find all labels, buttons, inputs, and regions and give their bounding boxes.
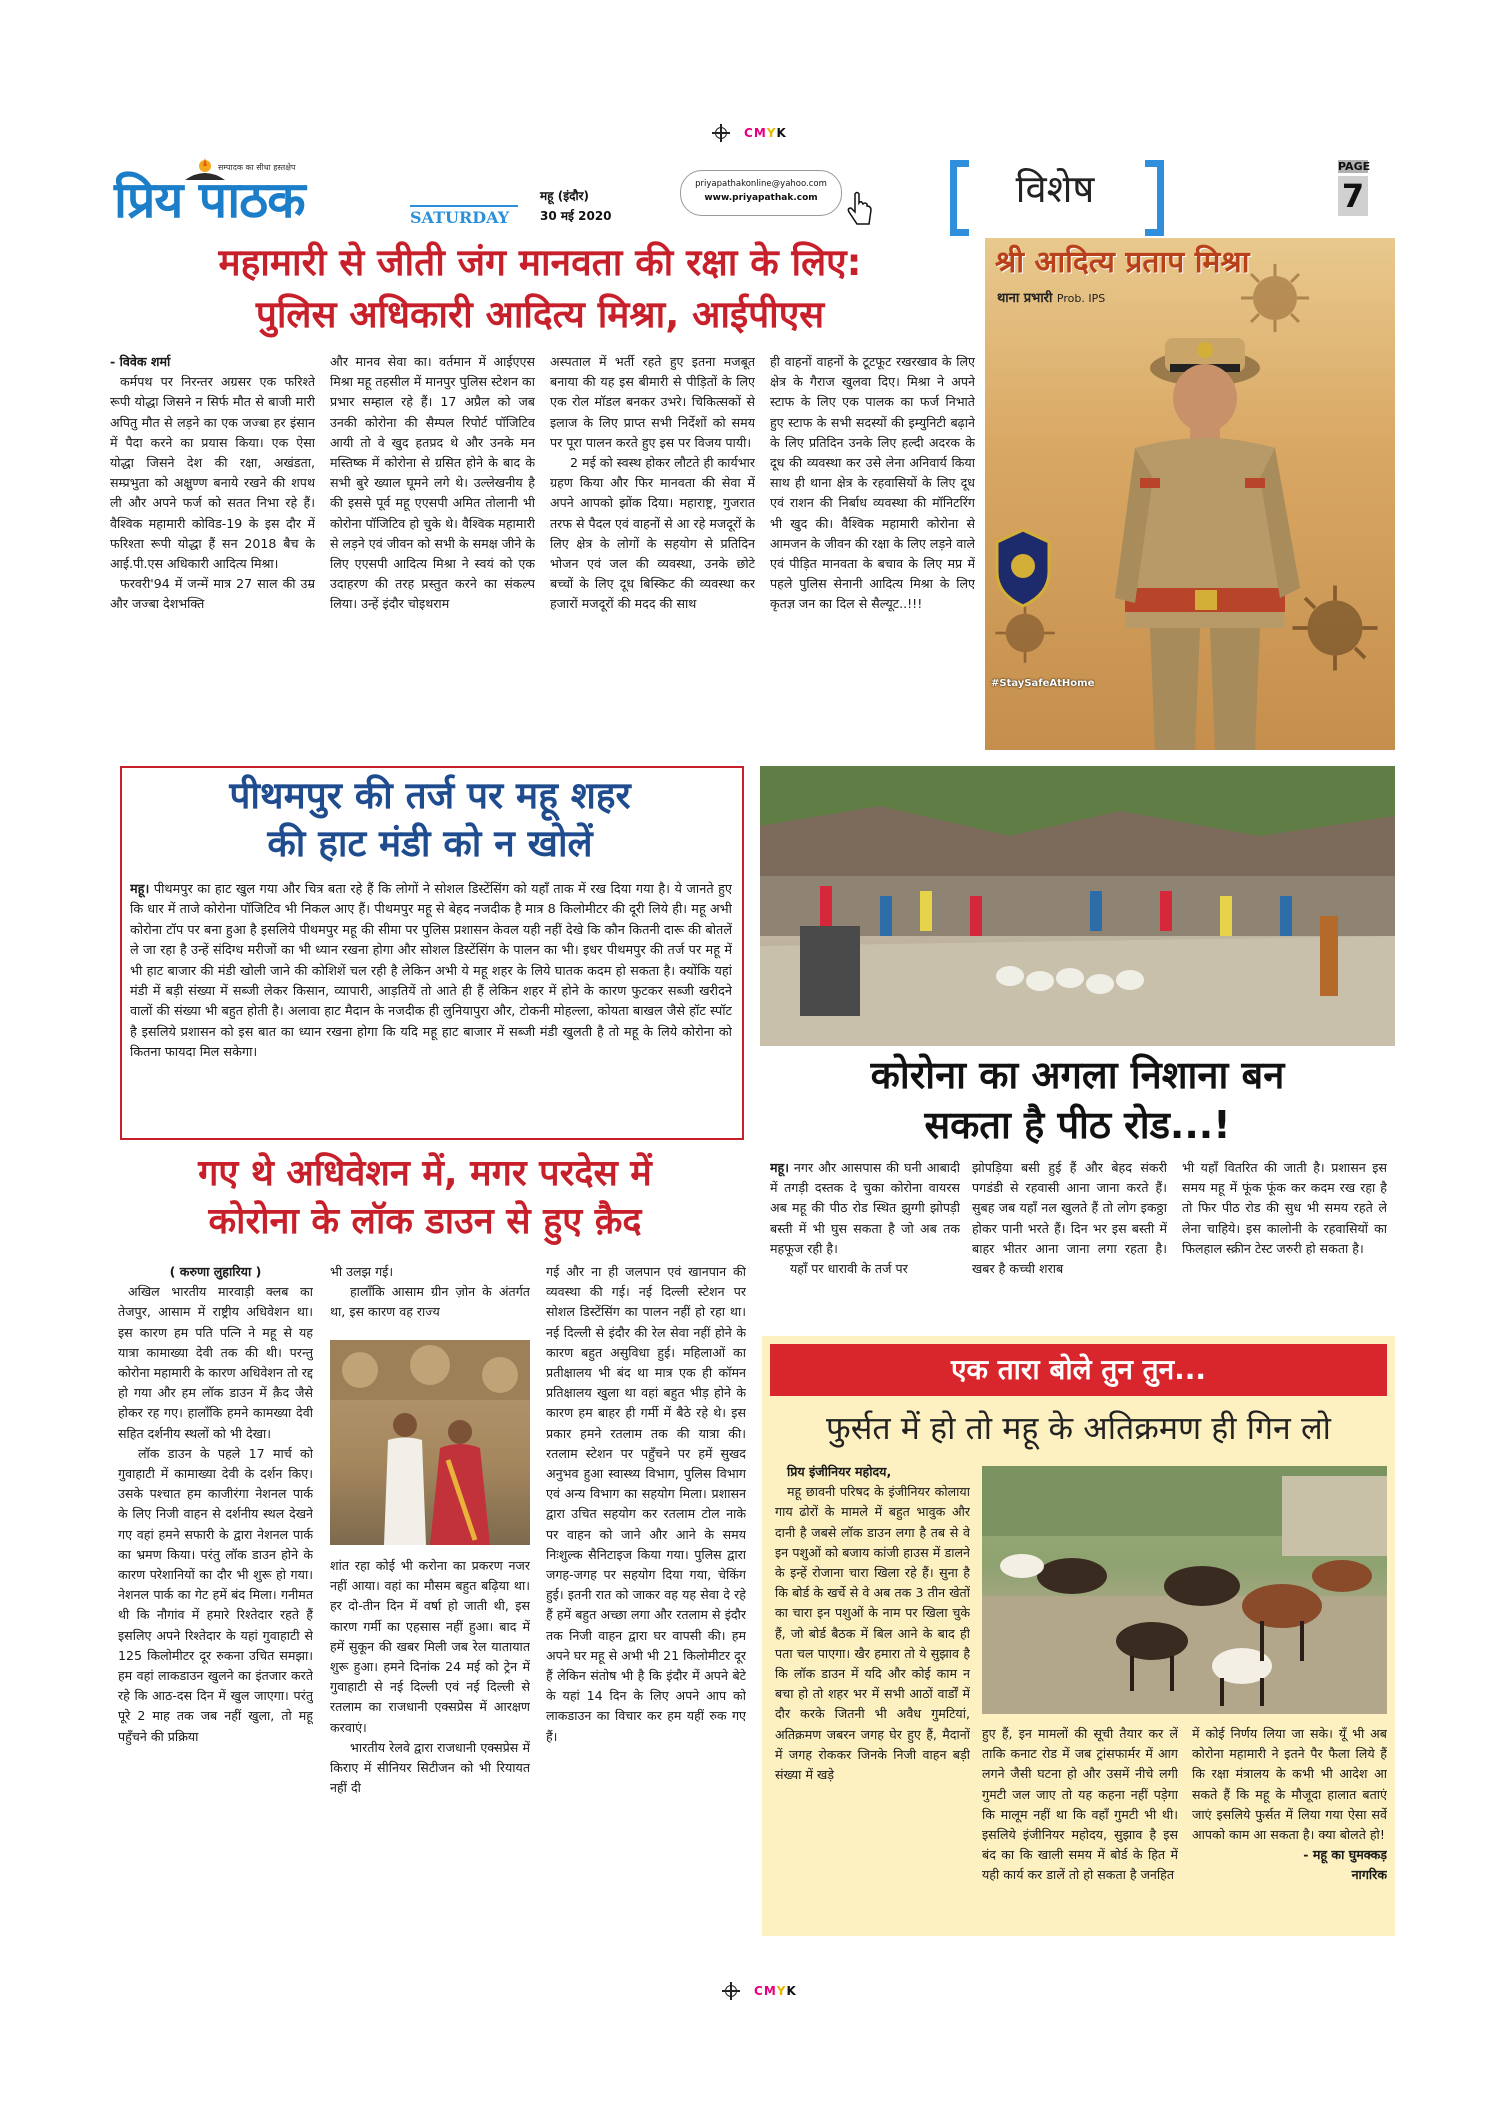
story5-salutation: प्रिय इंजीनियर महोदय,	[787, 1464, 892, 1479]
email-link[interactable]: priyapathakonline@yahoo.com	[695, 179, 827, 189]
story1-col1b-text: फरवरी'94 में जन्में मात्र 27 साल की उम्र और जज्बा देशभक्ति	[110, 576, 315, 612]
story4-column-2	[330, 1556, 530, 1956]
story2-headline-line1: पीथमपुर की तर्ज पर महू शहर	[229, 774, 631, 817]
story5-signature2: नागरिक	[1351, 1867, 1387, 1883]
story2-headline-line2: की हाट मंडी को न खोलें	[267, 822, 593, 865]
story1-headline-line1: महामारी से जीती जंग मानवता की रक्षा के लिए:	[218, 241, 862, 284]
story1-column-4	[770, 352, 975, 752]
story4-headline-line2: कोरोना के लॉक डाउन से हुए क़ैद	[208, 1201, 642, 1242]
story5-column-3	[1192, 1724, 1387, 1929]
story3-col3-text: भी यहाँ वितरित की जाती है। प्रशासन इस समय महू में फूंक फूंक कर कदम रख रहा है तो फिर पीठ रोड की सुध भी समय रहते ले लेना चाहिये। इस कालोनी के रहवासियों का फिलहाल स्क्रीन टेस्ट जरुरी हो सकता है।	[1182, 1160, 1387, 1256]
day-badge: SATURDAY	[410, 205, 518, 229]
story4-col3-text: गई और ना ही जलपान एवं खानपान की व्यवस्था की गई। नई दिल्ली स्टेशन पर सोशल डिस्टेंसिंग का पालन नहीं हो रहा था। नई दिल्ली से इंदौर की रेल सेवा नहीं होने के कारण बहुत असुविधा हुई। महिलाओं का प्रतीक्षालय भी बंद था मात्र एक ही कॉमन प्रतिक्षालय खुला था वहां बहुत भीड़ होने के कारण हम बाहर ही गर्मी में बैठे रहे थे। इस प्रकार हमने रतलाम तक की यात्रा की। रतलाम स्टेशन पर पहुँचने पर हमें सुखद अनुभव हुआ स्वास्थ्य विभाग, पुलिस विभाग एवं अन्य विभाग का सहयोग मिला। प्रशासन द्वारा उचित सहयोग कर रतलाम टोल नाके पर वाहन को जाने और आने के समय निःशुल्क सैनिटाइज किया गया। पुलिस द्वारा जगह-जगह पर सहयोग दिया गया, चेकिंग हुई। इतनी रात को जाकर वह यह सेवा दे रहे हैं हमें बहुत अच्छा लगा और रतलाम से इंदौर तक निजी वाहन द्वारा घर वापसी की। हम अपने घर महू से अभी भी 21 किलोमीटर दूर हैं लेकिन संतोष भी है कि इंदौर में अपने बेटे के यहां 14 दिन के लिए अपने आप को लाकडाउन का विचार कर हम यहीं रुक गए हैं।	[546, 1264, 746, 1744]
story2-text: पीथमपुर का हाट खुल गया और चित्र बता रहे हैं कि लोगों ने सोशल डिस्टेंसिंग को यहाँ ताक में रख दिया गया है। ये जानते हुए कि धार में ताजे कोरोना पॉजिटिव भी निकल आए हैं। पीथमपुर महू से बेहद नजदीक है मात्र 8 किलोमीटर की दूरी लिये ही। महू अभी कोरोना टॉप पर बना हुआ है इसलिये पीथमपुर महू की सीमा पर पुलिस प्रशासन केवल यही नहीं देखे कि कौन कितनी दारू की बोतलें ले जा रहा है उन्हें संदिग्ध मरीजों का भी ध्यान रखना होगा और सोशल डिस्टेंसिंग के पालन का भी। इधर पीथमपुर की तर्ज पर महू में भी हाट बाजार की मंडी खोली जाने की कोशिशें चल रही है लेकिन अभी ये महू शहर के लिये घातक कदम हो सकता है। क्योंकि यहां मंडी में बड़ी संख्या में सब्जी लेकर किसान, व्यापारी, आड़तियें तो आते ही हैं लेकिन शहर में होने के कारण फुटकर सब्जी खरीदने वालों की संख्या भी बहुत होती है। अलावा हाट मैदान के नजदीक ही लुनियापुरा और, टोकनी मोहल्ला, कोयता बाखल जैसे हॉट स्पॉट है इसलिये प्रशासन को इस बात का ध्यान रखना होगा कि यदि महू हाट बाजार में सब्जी मंडी खुलती है तो महू के लिये कोरोना को कितना फायदा मिल सकेगा।	[130, 882, 732, 1061]
story1-column-2	[330, 352, 535, 752]
story5-column-2	[982, 1724, 1178, 1929]
officer-title: थाना प्रभारी	[997, 291, 1053, 306]
story4-headline-line1: गए थे अधिवेशन में, मगर परदेस में	[198, 1153, 652, 1194]
story5-column-1	[775, 1462, 970, 1932]
story1-column-3	[550, 352, 755, 752]
officer-title-small: Prob. IPS	[1056, 292, 1106, 305]
logo-text: प्रिय पाठक	[114, 171, 305, 229]
story1-byline: - विवेक शर्मा	[110, 354, 171, 369]
story5-signature: - महू का घुमक्कड़	[1303, 1847, 1387, 1863]
story3-col1b-text: यहाँ पर धारावी के तर्ज पर	[790, 1261, 908, 1277]
officer-photo	[985, 238, 1395, 750]
story3-column-3	[1182, 1158, 1387, 1323]
story4-col2-text: शांत रहा कोई भी करोना का प्रकरण नजर नहीं आया। वहां का मौसम बहुत बढ़िया था। हर दो-तीन दिन में वर्षा हो जाती थी, इस कारण गर्मी का एहसास नहीं हुआ। बाद में हमें सुकून की खबर मिली जब रेल यातायात शुरू हुआ। हमने दिनांक 24 मई को ट्रेन में गुवाहाटी से नई दिल्ली एवं नई दिल्ली से रतलाम का राजधानी एक्सप्रेस में आरक्षण करवाएं।	[330, 1558, 530, 1735]
cmyk-label: CMYK	[754, 1984, 797, 1998]
story3-headline-line2: सकता है पीठ रोड...!	[924, 1103, 1231, 1147]
stay-safe-tag: #StaySafeAtHome	[991, 678, 1095, 689]
story4-column-3	[546, 1262, 746, 1952]
logo	[110, 160, 360, 230]
officer-name-caption: श्री आदित्य प्रताप मिश्रा	[995, 245, 1250, 280]
story4-column-1	[118, 1262, 313, 1952]
story3-dateline: महू।	[770, 1160, 789, 1175]
story1-col3-text: अस्पताल में भर्ती रहते हुए इतना मजबूत बनाया की यह इस बीमारी से पीड़ितों के लिए एक रोल मॉडल बनकर उभरे। चिकित्सकों से इलाज के लिए प्राप्त सभी निर्देशों को समय पर पूरा पालन करते हुए इस पर विजय पायी।	[550, 354, 755, 450]
section-left-bracket	[950, 160, 969, 236]
story5-banner	[770, 1344, 1387, 1396]
story5-col3-text: में कोई निर्णय लिया जा सके। यूँ भी अब कोरोना महामारी ने इतने पैर फैला लिये हैं कि रक्षा मंत्रालय के कभी भी आदेश आ सकते हैं कि महू के मौजूदा हालात बताएं जाएं इसलिये फुर्सत में लिया गया ऐसा सर्वे आपको काम आ सकता है। क्या बोलते हो!	[1192, 1726, 1387, 1843]
masthead	[110, 160, 1390, 235]
story1-column-1	[110, 352, 315, 752]
page-number: 7	[1338, 176, 1368, 216]
story4-column-2-top	[330, 1262, 530, 1332]
story3-column-1	[770, 1158, 960, 1323]
market-scene	[760, 766, 1395, 1046]
cattle-photo	[982, 1466, 1387, 1714]
cattle-scene	[982, 1466, 1387, 1714]
story4-col2topb-text: हालाँकि आसाम ग्रीन ज़ोन के अंतर्गत था, इस कारण वह राज्य	[330, 1284, 530, 1320]
market-photo	[760, 766, 1395, 1046]
registration-mark-icon	[722, 1982, 740, 2000]
cmyk-label: CMYK	[744, 126, 787, 140]
story3-col1-text: नगर और आसपास की घनी आबादी में तगड़ी दस्तक दे चुका कोरोना वायरस अब महू की पीठ रोड स्थित झुग्गी झोपड़ी बस्ती में भी घुस सकता है जो अब तक महफूज रही है।	[770, 1160, 960, 1256]
story4-col1-text: अखिल भारतीय मारवाड़ी क्लब का तेजपुर, आसाम में राष्ट्रीय अधिवेशन था। इस कारण हम पति पत्नि ने महू से यह यात्रा कामाख्या देवी तक की थी। परन्तु कोरोना महामारी के कारण अधिवेशन तो रद्द हो गया और हम लॉक डाउन में क़ैद जैसे होकर रह गए। हालाँकि हमने कामख्या देवी सहित दर्शनीय स्थलों को भी देखा।	[118, 1284, 313, 1441]
page-label: PAGE	[1338, 160, 1371, 173]
section-right-bracket	[1145, 160, 1164, 236]
story5-headline: फुर्सत में हो तो महू के अतिक्रमण ही गिन लो	[826, 1409, 1331, 1447]
story1-headline-line2: पुलिस अधिकारी आदित्य मिश्रा, आईपीएस	[255, 293, 825, 336]
story2-body	[130, 880, 732, 1130]
story5-col1-text: महू छावनी परिषद के इंजीनियर कोलाया गाय ढोरों के मामले में बहुत भावुक और दानी है जबसे लॉक डाउन लगा है तब से वे इन पशुओं को बजाय कांजी हाउस में डालने के इन्हें रोजाना चारा खिला रहे हैं। सुना है कि बोर्ड के खर्चे से वे अब तक 3 तीन खेतों का चारा इन पशुओं के नाम पर खिला चुके हैं, जो बोर्ड बैठक में बिल आने के बाद ही पता चल पाएगा। खैर हमारा तो ये सुझाव है कि लॉक डाउन में यदि और कोई काम न बचा हो तो शहर भर में सभी आठों वार्डों में दौर करके जितनी भी अवैध गुमटियां, अतिक्रमण जबरन जगह घेर हुए हैं, मैदानों में जगह रोककर जिनके निजी वाहन बड़ी संख्या में खड़े	[775, 1484, 970, 1783]
city: महू (इंदौर)	[540, 189, 589, 203]
story1-col1-text: कर्मपथ पर निरन्तर अग्रसर एक फरिश्ते रूपी योद्धा जिसने न सिर्फ मौत से बाजी मारी अपितु मौत से लड़ने का एक जज्बा हर इंसान में पैदा करने का प्रयास किया। एक ऐसा योद्धा जिसने देश की रक्षा, अखंडता, सम्प्रभुता को अक्षुण्ण बनाये रखने की शपथ ली और अपने फर्ज को सतत निभा रहे हैं। वैश्विक महामारी कोविड-19 के इस दौर में फरिश्ता रूपी योद्धा हैं सन 2018 बैच के आई.पी.एस अधिकारी आदित्य मिश्रा।	[110, 374, 315, 572]
website-link[interactable]: www.priyapathak.com	[704, 193, 818, 203]
story3-headline-line1: कोरोना का अगला निशाना बन	[870, 1053, 1285, 1097]
story4-col2b-text: भारतीय रेलवे द्वारा राजधानी एक्सप्रेस में किराए में सीनियर सिटीजन को भी रियायत नहीं दी	[330, 1739, 530, 1796]
couple-scene	[330, 1340, 530, 1545]
story5-col2-text: हुए हैं, इन मामलों की सूची तैयार कर लें ताकि कनाट रोड में जब ट्रांसफार्मर में आग लगने जैसी घटना हो और उसमें नीचे लगी गुमटी जल जाए तो यह कहना नहीं पड़ेगा कि मालूम नहीं था कि वहाँ गुमटी भी थी। इसलिये इंजीनियर महोदय, सुझाव है इस बंद का कि खाली समय में बोर्ड के हित में यही कार्य कर डालें तो हो सकता है जनहित	[982, 1726, 1178, 1883]
hand-pointer-icon	[845, 190, 875, 230]
story5-banner-text: एक तारा बोले तुन तुन...	[950, 1353, 1207, 1386]
contact-box	[680, 170, 842, 216]
couple-photo	[330, 1340, 530, 1545]
officer-title-caption	[997, 288, 1105, 306]
story1-col2-text: और मानव सेवा का। वर्तमान में आईएएस मिश्रा महू तहसील में मानपुर पुलिस स्टेशन का प्रभार सम्हाल रहे हैं। 17 अप्रैल को जब उनकी कोरोना की सैम्पल रिपोर्ट पॉजिटिव आयी तो वे खुद हतप्रद थे और उनके मन मस्तिष्क में कोरोना से ग्रसित होने के बाद के सभी बुरे ख्याल घूमने लगे थे। उल्लेखनीय है की इससे पूर्व महू एएसपी अमित तोलानी भी कोरोना पॉजिटिव हो चुके थे। वैश्विक महामारी से लड़ने एवं जीवन को सभी के समक्ष जीने के लिए एएसपी आदित्य मिश्रा ने स्वयं को एक उदाहरण की तरह प्रस्तुत करने का संकल्प लिया। उन्हें इंदौर चोइथराम	[330, 354, 535, 612]
logo-tagline: सम्पादक का सीधा हस्तक्षेप	[218, 163, 296, 172]
story2-dateline: महू।	[130, 882, 150, 897]
story1-col4-text: ही वाहनों वाहनों के टूटफूट रखरखाव के लिए क्षेत्र के गैराज खुलवा दिए। मिश्रा ने अपने स्टाफ के लिए एक पालक का फर्ज निभाते हुए स्टाफ के सभी सदस्यों की इम्युनिटी बढ़ाने के लिए प्रतिदिन उनके लिए हल्दी अदरक के दूध की व्यवस्था कर उसे लेना अनिवार्य किया साथ ही थाना क्षेत्र के रहवासियों के लिए दूध एवं राशन की निर्बाध व्यवस्था की मॉनिटरिंग भी खुद की। वैश्विक महामारी कोरोना से आमजन के जीवन की रक्षा के लिए लड़ने वाले एवं पीड़ित मानवता के बचाव के लिए मप्र में पहले पुलिस सेनानी आदित्य मिश्रा के लिए कृतज्ञ जन का दिल से सैल्यूट..!!!	[770, 354, 975, 612]
story4-col1b-text: लॉक डाउन के पहले 17 मार्च को गुवाहाटी में कामाख्या देवी के दर्शन किए। उसके पश्चात हम काजीरंगा नेशनल पार्क के लिए निजी वाहन से दर्शनीय स्थल देखने गए वहां हमने सफारी के द्वारा नेशनल पार्क का भ्रमण किया। परंतु लॉक डाउन होने के कारण परेशानियों का दौर भी शुरू हो गया। नेशनल पार्क का गेट हमें बंद मिला। गनीमत थी कि नौगांव में हमारे रिश्तेदार रहते हैं इसलिए अपने रिश्तेदार के यहां गुवाहाटी से 125 किलोमीटर दूर रुकना उचित समझा। हम वहां लाकडाउन खुलने का इंतजार करते रहे कि आठ-दस दिन में खुल जाएगा। परंतु पूरे 2 माह तक जब नहीं खुला, तो महू पहुँचने की प्रक्रिया	[118, 1445, 313, 1744]
date: 30 मई 2020	[540, 209, 612, 223]
police-officer-figure	[1095, 298, 1305, 750]
section-title: विशेष	[1015, 167, 1095, 211]
story3-col2-text: झोपड़िया बसी हुई हैं और बेहद संकरी पगडंडी से रहवासी आना जाना करते हैं। सुबह जब यहाँ नल खुलते हैं तो लोग इकठ्ठा होकर पानी भरते हैं। दिन भर इस बस्ती में बाहर भीतर आना जाना लगा रहता है। खबर है कच्ची शराब	[972, 1160, 1167, 1277]
virus-icon	[990, 598, 1060, 668]
registration-mark-icon	[712, 124, 730, 142]
story1-col3b-text: 2 मई को स्वस्थ होकर लौटते ही कार्यभार ग्रहण किया और फिर मानवता की सेवा में अपने आपको झोंक दिया। महाराष्ट्र, गुजरात तरफ से पैदल एवं वाहनों से आ रहे मजदूरों के लिए क्षेत्र के लोगों के सहयोग से प्रतिदिन भोजन एवं जल की व्यवस्था, उनके छोटे बच्चों के लिए दूध बिस्किट की व्यवस्था कर हजारों मजदूरों की मदद की साथ	[550, 455, 755, 612]
story4-col2top-text: भी उलझ गई।	[330, 1264, 394, 1279]
story4-byline: ( करुणा लुहारिया )	[169, 1264, 262, 1279]
police-emblem-icon	[993, 528, 1053, 608]
story3-column-2	[972, 1158, 1167, 1323]
